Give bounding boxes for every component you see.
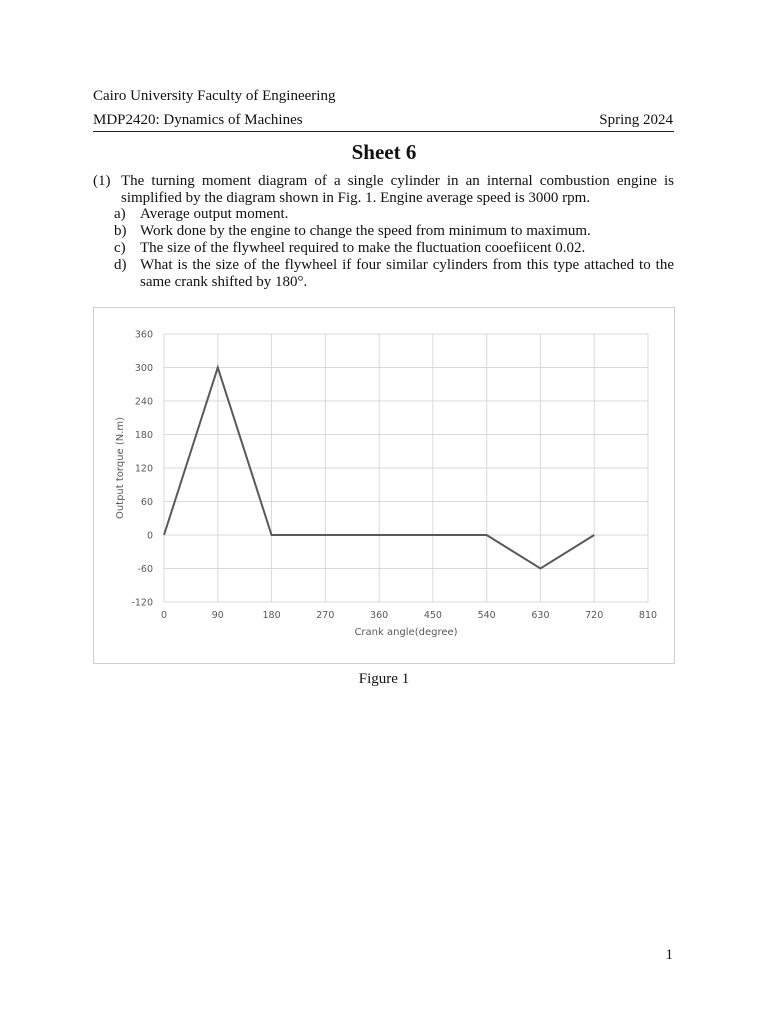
y-axis-label: Output torque (N.m) [115, 416, 126, 520]
part-label: b) [114, 223, 127, 239]
university-name: Cairo University Faculty of Engineering [93, 88, 336, 104]
figure-1-chart [93, 307, 675, 664]
x-tick-label: 90 [211, 610, 224, 621]
x-tick-label: 180 [262, 610, 281, 621]
part-label: d) [114, 257, 127, 273]
part-text: The size of the flywheel required to make the fluctuation cooefiicent 0.02. [140, 240, 586, 256]
question-parts [114, 206, 674, 291]
question-part-b [114, 223, 674, 240]
torque-chart [94, 308, 674, 663]
course-title: MDP2420: Dynamics of Machines [93, 112, 303, 128]
question-part-d [114, 257, 674, 291]
y-tick-label: 0 [146, 530, 153, 542]
figure-caption: Figure 1 [358, 671, 410, 687]
part-text: What is the size of the flywheel if four similar cylinders from this type attached to the same crank shifted by 180°. [140, 257, 674, 290]
x-tick-label: 720 [585, 610, 604, 621]
question-part-c [114, 240, 674, 257]
sheet-title: Sheet 6 [351, 140, 417, 164]
question-number: (1) [93, 173, 111, 189]
part-label: a) [114, 206, 126, 222]
x-tick-label: 540 [477, 610, 496, 621]
x-tick-label: 0 [160, 610, 168, 621]
header-rule [93, 131, 674, 132]
page-number: 1 [665, 947, 673, 963]
x-tick-label: 450 [423, 610, 442, 621]
x-tick-label: 630 [531, 610, 550, 621]
term-label: Spring 2024 [599, 112, 673, 128]
part-text: Work done by the engine to change the speed from minimum to maximum. [140, 223, 591, 239]
part-text: Average output moment. [140, 206, 289, 222]
y-tick-label: -60 [137, 564, 153, 575]
x-tick-label: 270 [316, 610, 335, 621]
y-tick-label: 240 [134, 396, 153, 408]
y-tick-label: 180 [134, 430, 153, 441]
x-tick-label: 810 [638, 610, 658, 621]
y-tick-label: 60 [140, 497, 153, 508]
x-tick-label: 360 [370, 610, 389, 621]
y-tick-label: -120 [131, 597, 153, 609]
question-text: The turning moment diagram of a single cylinder in an internal combustion engine is simplified by the diagram shown in Fig. 1. Engine average speed is 3000 rpm. [121, 173, 674, 206]
y-tick-label: 360 [134, 329, 153, 341]
x-axis-label: Crank angle(degree) [354, 627, 458, 638]
y-tick-label: 120 [134, 463, 153, 475]
y-tick-label: 300 [134, 363, 153, 374]
question-part-a [114, 206, 674, 223]
part-label: c) [114, 240, 126, 256]
